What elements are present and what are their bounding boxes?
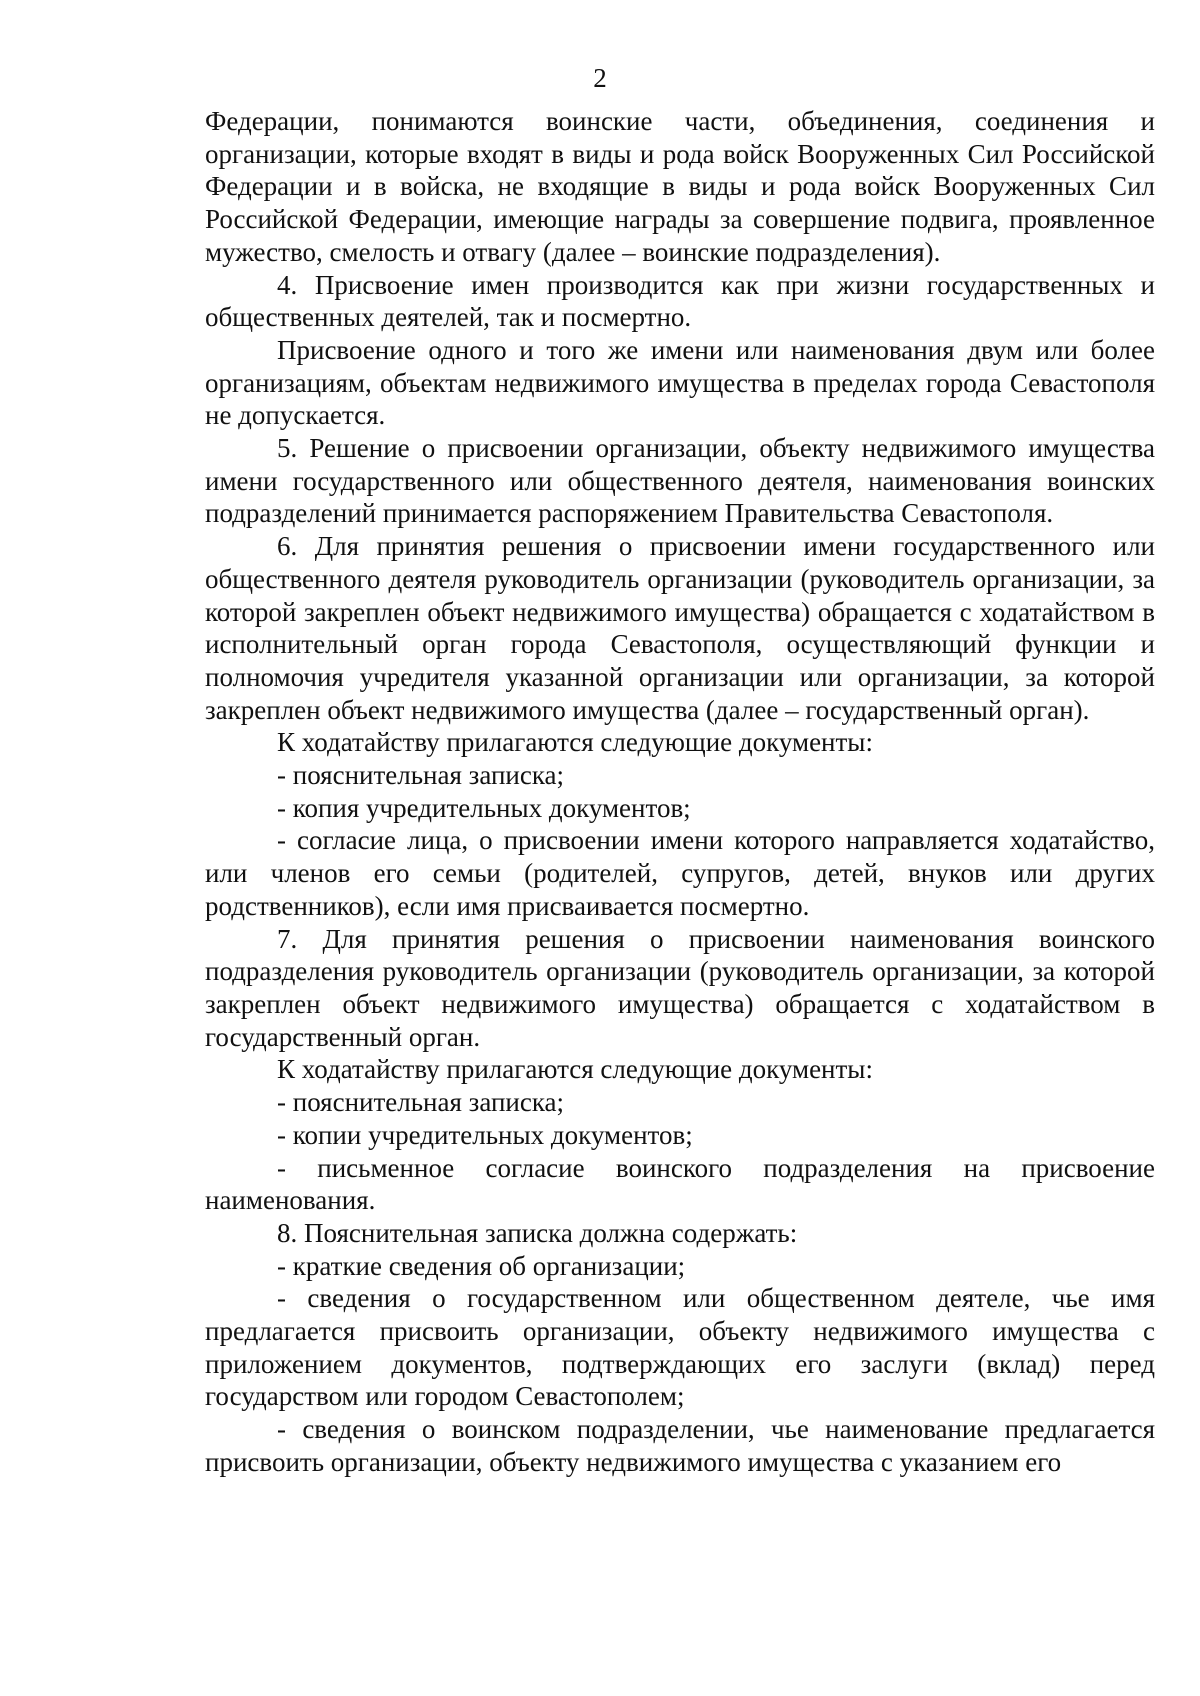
list-item: - копии учредительных документов; (277, 1119, 693, 1150)
paragraph-3: Присвоение одного и того же имени или наименования двум или более организациям, объектам недвижимого имущества в пределах города Севастополя не допускается. (205, 334, 1155, 431)
paragraph-5: 6. Для принятия решения о присвоении имени государственного или общественного деятеля руководитель организации (руководитель организации, за которой закреплен объект недвижимого имущества) обращается с ходатайством в исполнительный орган города Севастополя, осуществляющий функции и полномочия учредителя указанной организации или организации, за которой закреплен объект недвижимого имущества (далее – государственный орган). (205, 531, 1155, 725)
list-item: - согласие лица, о присвоении имени которого направляется ходатайство, или членов его семьи (родителей, супругов, детей, внуков или других родственников), если имя присваивается посмертно. (205, 825, 1155, 921)
paragraph-9: 8. Пояснительная записка должна содержать: (277, 1217, 798, 1248)
document-body (205, 105, 1155, 1479)
list-item: - копия учредительных документов; (277, 792, 691, 823)
paragraph-1: Федерации, понимаются воинские части, объединения, соединения и организации, которые входят в виды и рода войск Вооруженных Сил Российской Федерации и в войска, не входящие в виды и рода войск Вооруженных Сил Российской Федерации, имеющие награды за совершение подвига, проявленное мужество, смелость и отвагу (далее – воинские подразделения). (205, 106, 1155, 267)
page-number: 2 (593, 63, 607, 93)
list-item: - пояснительная записка; (277, 1087, 565, 1118)
paragraph-6: К ходатайству прилагаются следующие документы: (277, 727, 873, 758)
paragraph-2: 4. Присвоение имен производится как при жизни государственных и общественных деятелей, так и посмертно. (205, 269, 1155, 333)
list-item: - сведения о воинском подразделении, чье наименование предлагается присвоить организации, объекту недвижимого имущества с указанием его (205, 1414, 1155, 1477)
paragraph-8: К ходатайству прилагаются следующие документы: (277, 1054, 873, 1085)
list-item: - сведения о государственном или общественном деятеле, чье имя предлагается присвоить организации, объекту недвижимого имущества с приложением документов, подтверждающих его заслуги (вклад) перед государством или городом Севастополем; (205, 1283, 1155, 1412)
paragraph-7: 7. Для принятия решения о присвоении наименования воинского подразделения руководитель организации (руководитель организации, за которой закреплен объект недвижимого имущества) обращается с ходатайством в государственный орган. (205, 923, 1155, 1052)
paragraph-4: 5. Решение о присвоении организации, объекту недвижимого имущества имени государственного или общественного деятеля, наименования воинских подразделений принимается распоряжением Правительства Севастополя. (205, 433, 1155, 529)
list-item: - краткие сведения об организации; (277, 1250, 686, 1281)
list-item: - письменное согласие воинского подразделения на присвоение наименования. (205, 1152, 1155, 1216)
list-item: - пояснительная записка; (277, 760, 565, 791)
